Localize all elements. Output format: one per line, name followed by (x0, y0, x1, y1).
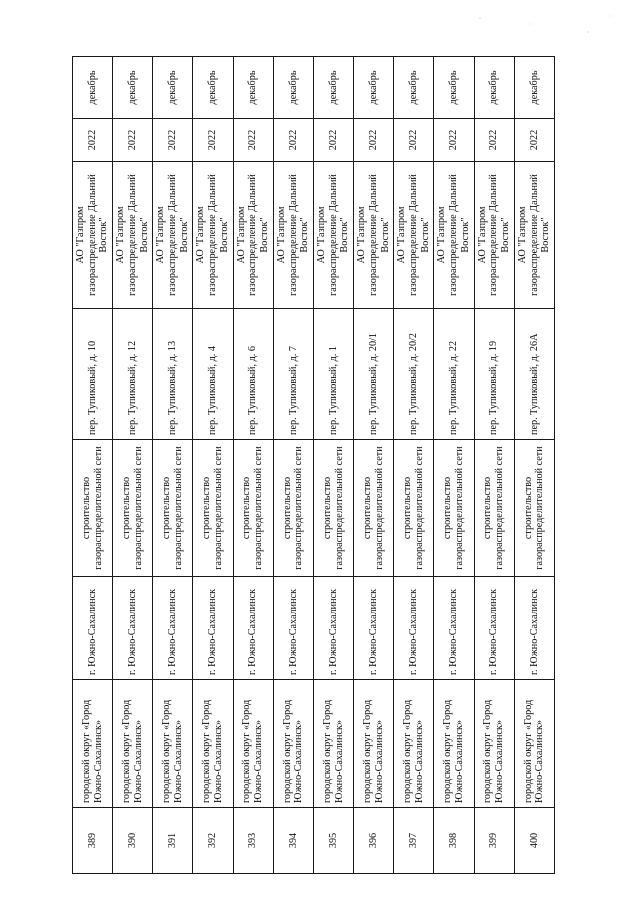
gas-distribution-organization: АО "Газпром газораспределение Дальний Восток" (313, 162, 353, 309)
object-address: пер. Тупиковый, д. 4 (193, 309, 233, 440)
work-type: строительство газораспределительной сети (514, 440, 554, 577)
table-row (434, 57, 474, 874)
municipal-district: городской округ «Город Южно-Сахалинск» (313, 680, 353, 808)
municipal-district: городской округ «Город Южно-Сахалинск» (73, 680, 113, 808)
municipal-district: городской округ «Город Южно-Сахалинск» (514, 680, 554, 808)
completion-year: 2022 (514, 119, 554, 162)
table-row (394, 57, 434, 874)
settlement: г. Южно-Сахалинск (153, 577, 193, 680)
table-row (474, 57, 514, 874)
completion-year: 2022 (73, 119, 113, 162)
gas-distribution-organization: АО "Газпром газораспределение Дальний Восток" (514, 162, 554, 309)
settlement: г. Южно-Сахалинск (514, 577, 554, 680)
table-row (193, 57, 233, 874)
row-number: 390 (113, 808, 153, 874)
municipal-district: городской округ «Город Южно-Сахалинск» (434, 680, 474, 808)
work-type: строительство газораспределительной сети (73, 440, 113, 577)
row-number: 395 (313, 808, 353, 874)
settlement: г. Южно-Сахалинск (474, 577, 514, 680)
object-address: пер. Тупиковый, д. 22 (434, 309, 474, 440)
completion-month: декабрь (354, 57, 394, 119)
object-address: пер. Тупиковый, д. 6 (233, 309, 273, 440)
table-row (273, 57, 313, 874)
completion-year: 2022 (273, 119, 313, 162)
municipal-district: городской округ «Город Южно-Сахалинск» (193, 680, 233, 808)
completion-month: декабрь (474, 57, 514, 119)
municipal-district: городской округ «Город Южно-Сахалинск» (394, 680, 434, 808)
row-number: 392 (193, 808, 233, 874)
settlement: г. Южно-Сахалинск (273, 577, 313, 680)
object-address: пер. Тупиковый, д. 19 (474, 309, 514, 440)
object-address: пер. Тупиковый, д. 12 (113, 309, 153, 440)
completion-month: декабрь (273, 57, 313, 119)
row-number: 398 (434, 808, 474, 874)
work-type: строительство газораспределительной сети (233, 440, 273, 577)
work-type: строительство газораспределительной сети (273, 440, 313, 577)
completion-month: декабрь (113, 57, 153, 119)
completion-month: декабрь (193, 57, 233, 119)
gas-distribution-organization: АО "Газпром газораспределение Дальний Восток" (394, 162, 434, 309)
work-type: строительство газораспределительной сети (153, 440, 193, 577)
table-row (233, 57, 273, 874)
row-number: 399 (474, 808, 514, 874)
table-row (73, 57, 113, 874)
municipal-district: городской округ «Город Южно-Сахалинск» (233, 680, 273, 808)
row-number: 400 (514, 808, 554, 874)
row-number: 394 (273, 808, 313, 874)
object-address: пер. Тупиковый, д. 20/2 (394, 309, 434, 440)
row-number: 396 (354, 808, 394, 874)
completion-month: декабрь (153, 57, 193, 119)
completion-month: декабрь (434, 57, 474, 119)
table-row (354, 57, 394, 874)
municipal-district: городской округ «Город Южно-Сахалинск» (273, 680, 313, 808)
settlement: г. Южно-Сахалинск (394, 577, 434, 680)
gas-distribution-organization: АО "Газпром газораспределение Дальний Восток" (474, 162, 514, 309)
object-address: пер. Тупиковый, д. 1 (313, 309, 353, 440)
row-number: 393 (233, 808, 273, 874)
work-type: строительство газораспределительной сети (193, 440, 233, 577)
settlement: г. Южно-Сахалинск (354, 577, 394, 680)
completion-month: декабрь (394, 57, 434, 119)
row-number: 389 (73, 808, 113, 874)
completion-year: 2022 (153, 119, 193, 162)
gas-distribution-organization: АО "Газпром газораспределение Дальний Восток" (434, 162, 474, 309)
work-type: строительство газораспределительной сети (313, 440, 353, 577)
work-type: строительство газораспределительной сети (113, 440, 153, 577)
municipal-district: городской округ «Город Южно-Сахалинск» (153, 680, 193, 808)
settlement: г. Южно-Сахалинск (313, 577, 353, 680)
work-type: строительство газораспределительной сети (394, 440, 434, 577)
completion-year: 2022 (474, 119, 514, 162)
completion-year: 2022 (113, 119, 153, 162)
gasification-table (72, 56, 555, 874)
completion-year: 2022 (193, 119, 233, 162)
gas-distribution-organization: АО "Газпром газораспределение Дальний Восток" (153, 162, 193, 309)
municipal-district: городской округ «Город Южно-Сахалинск» (113, 680, 153, 808)
work-type: строительство газораспределительной сети (354, 440, 394, 577)
row-number: 397 (394, 808, 434, 874)
municipal-district: городской округ «Город Южно-Сахалинск» (474, 680, 514, 808)
object-address: пер. Тупиковый, д. 26А (514, 309, 554, 440)
table-row (113, 57, 153, 874)
completion-year: 2022 (394, 119, 434, 162)
gas-distribution-organization: АО "Газпром газораспределение Дальний Восток" (354, 162, 394, 309)
object-address: пер. Тупиковый, д. 13 (153, 309, 193, 440)
completion-year: 2022 (434, 119, 474, 162)
municipal-district: городской округ «Город Южно-Сахалинск» (354, 680, 394, 808)
completion-month: декабрь (233, 57, 273, 119)
completion-year: 2022 (354, 119, 394, 162)
work-type: строительство газораспределительной сети (474, 440, 514, 577)
gas-distribution-organization: АО "Газпром газораспределение Дальний Восток" (73, 162, 113, 309)
gas-distribution-organization: АО "Газпром газораспределение Дальний Восток" (113, 162, 153, 309)
gas-distribution-organization: АО "Газпром газораспределение Дальний Восток" (193, 162, 233, 309)
object-address: пер. Тупиковый, д. 20/1 (354, 309, 394, 440)
object-address: пер. Тупиковый, д. 10 (73, 309, 113, 440)
completion-month: декабрь (73, 57, 113, 119)
completion-year: 2022 (233, 119, 273, 162)
row-number: 391 (153, 808, 193, 874)
object-address: пер. Тупиковый, д. 7 (273, 309, 313, 440)
settlement: г. Южно-Сахалинск (113, 577, 153, 680)
completion-month: декабрь (313, 57, 353, 119)
completion-month: декабрь (514, 57, 554, 119)
table-row (514, 57, 554, 874)
completion-year: 2022 (313, 119, 353, 162)
table-body (73, 57, 555, 874)
gas-distribution-organization: АО "Газпром газораспределение Дальний Восток" (233, 162, 273, 309)
table-row (313, 57, 353, 874)
scan-noise (460, 10, 620, 50)
settlement: г. Южно-Сахалинск (73, 577, 113, 680)
work-type: строительство газораспределительной сети (434, 440, 474, 577)
table-row (153, 57, 193, 874)
settlement: г. Южно-Сахалинск (434, 577, 474, 680)
gas-distribution-organization: АО "Газпром газораспределение Дальний Восток" (273, 162, 313, 309)
rotated-table-wrapper (72, 57, 555, 874)
settlement: г. Южно-Сахалинск (233, 577, 273, 680)
settlement: г. Южно-Сахалинск (193, 577, 233, 680)
